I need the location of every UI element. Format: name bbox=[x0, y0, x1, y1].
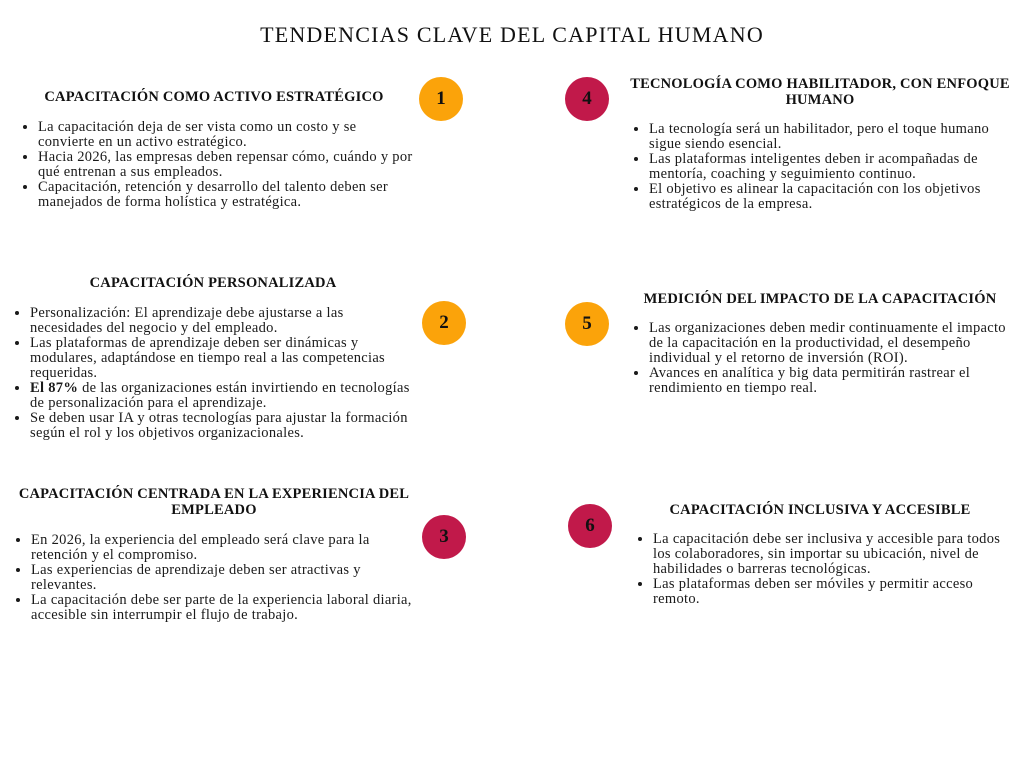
section-6 bbox=[630, 502, 1010, 607]
number-badge-4: 4 bbox=[565, 77, 609, 121]
list-item: • Avances en analítica y big data permitirán rastrear el rendimiento en tiempo real. bbox=[649, 366, 1010, 396]
bullet-list bbox=[630, 532, 1010, 607]
number-badge-6: 6 bbox=[568, 504, 612, 548]
number-badge-5: 5 bbox=[565, 302, 609, 346]
bullet-list bbox=[8, 306, 418, 441]
list-item: • El objetivo es alinear la capacitación con los objetivos estratégicos de la empresa. bbox=[649, 182, 1010, 212]
list-item: • La capacitación debe ser inclusiva y accesible para todos los colaboradores, sin importar su ubicación, nivel de habilidades o barreras tecnológicas. bbox=[653, 532, 1010, 577]
bullet-list bbox=[630, 122, 1010, 212]
list-item: • Las plataformas inteligentes deben ir acompañadas de mentoría, coaching y seguimiento continuo. bbox=[649, 152, 1010, 182]
section-1 bbox=[14, 89, 414, 210]
section-2 bbox=[8, 275, 418, 441]
number-badge-3: 3 bbox=[422, 515, 466, 559]
section-3 bbox=[6, 486, 422, 623]
number-badge-1: 1 bbox=[419, 77, 463, 121]
list-item: • Se deben usar IA y otras tecnologías para ajustar la formación según el rol y los objetivos organizacionales. bbox=[30, 411, 418, 441]
bullet-list bbox=[14, 120, 414, 210]
list-item: • Las plataformas deben ser móviles y permitir acceso remoto. bbox=[653, 577, 1010, 607]
bullet-list bbox=[630, 321, 1010, 396]
list-item: • Capacitación, retención y desarrollo del talento deben ser manejados de forma holística y estratégica. bbox=[38, 180, 414, 210]
section-heading: CAPACITACIÓN PERSONALIZADA bbox=[89, 275, 337, 291]
section-heading: CAPACITACIÓN COMO ACTIVO ESTRATÉGICO bbox=[44, 89, 384, 105]
section-heading: TECNOLOGÍA COMO HABILITADOR, CON ENFOQUE HUMANO bbox=[630, 76, 1010, 108]
page-title: TENDENCIAS CLAVE DEL CAPITAL HUMANO bbox=[260, 22, 764, 47]
list-item: • El 87% de las organizaciones están invirtiendo en tecnologías de personalización para el aprendizaje. bbox=[30, 381, 418, 411]
list-item: • Personalización: El aprendizaje debe ajustarse a las necesidades del negocio y del empleado. bbox=[30, 306, 418, 336]
list-item: • La tecnología será un habilitador, pero el toque humano sigue siendo esencial. bbox=[649, 122, 1010, 152]
section-heading: MEDICIÓN DEL IMPACTO DE LA CAPACITACIÓN bbox=[643, 291, 997, 307]
number-badge-2: 2 bbox=[422, 301, 466, 345]
list-item: • La capacitación deja de ser vista como un costo y se convierte en un activo estratégico. bbox=[38, 120, 414, 150]
list-item: • En 2026, la experiencia del empleado será clave para la retención y el compromiso. bbox=[31, 533, 422, 563]
section-5 bbox=[630, 291, 1010, 396]
list-item: • La capacitación debe ser parte de la experiencia laboral diaria, accesible sin interrumpir el flujo de trabajo. bbox=[31, 593, 422, 623]
section-4 bbox=[630, 76, 1010, 212]
bullet-list bbox=[6, 533, 422, 623]
section-heading: CAPACITACIÓN INCLUSIVA Y ACCESIBLE bbox=[669, 502, 971, 518]
list-item: • Las experiencias de aprendizaje deben ser atractivas y relevantes. bbox=[31, 563, 422, 593]
section-heading: CAPACITACIÓN CENTRADA EN LA EXPERIENCIA DEL EMPLEADO bbox=[18, 486, 410, 518]
list-item: • Hacia 2026, las empresas deben repensar cómo, cuándo y por qué entrenan a sus empleados. bbox=[38, 150, 414, 180]
list-item: • Las plataformas de aprendizaje deben ser dinámicas y modulares, adaptándose en tiempo real a las competencias requeridas. bbox=[30, 336, 418, 381]
list-item: • Las organizaciones deben medir continuamente el impacto de la capacitación en la productividad, el desempeño individual y el retorno de inversión (ROI). bbox=[649, 321, 1010, 366]
highlight-stat: El 87% bbox=[30, 380, 79, 396]
